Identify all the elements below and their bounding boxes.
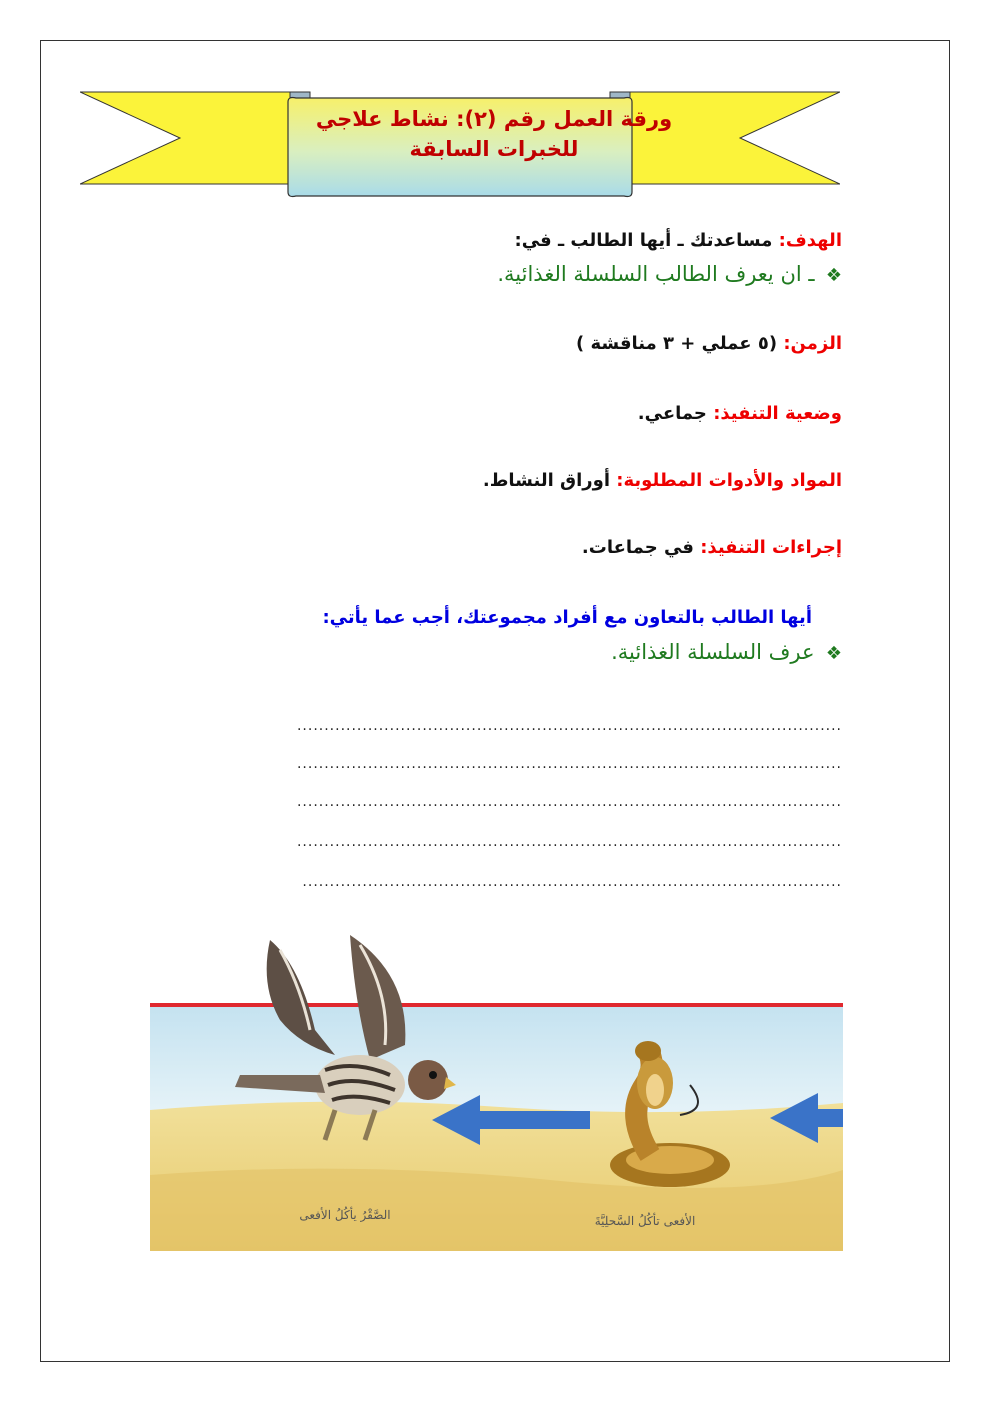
bullet-diamond-icon: ❖ bbox=[825, 643, 842, 664]
goal-text: مساعدتك ـ أيها الطالب ـ في: bbox=[514, 230, 773, 251]
title-line-2: للخبرات السابقة bbox=[409, 137, 579, 161]
title-line-1: ورقة العمل رقم (٢): نشاط علاجي bbox=[315, 107, 673, 131]
materials-row bbox=[483, 470, 842, 491]
answer-line-2[interactable]: .................................................................................................... bbox=[296, 756, 842, 772]
ribbon-tail-left bbox=[80, 92, 290, 184]
hawk-caption: الصَّقْرُ يأكُلُ الأفعى bbox=[299, 1208, 391, 1222]
worksheet-title bbox=[292, 104, 696, 192]
time-text: (٥ عملي + ٣ مناقشة ) bbox=[575, 333, 778, 354]
goal-bullet-row bbox=[497, 262, 842, 286]
question-text: عرف السلسلة الغذائية. bbox=[611, 640, 815, 664]
goal-row bbox=[515, 230, 842, 251]
answer-line-1[interactable]: .................................................................................................... bbox=[296, 718, 842, 734]
sky bbox=[150, 1005, 843, 1115]
bullet-diamond-icon: ❖ bbox=[825, 265, 842, 286]
goal-bullet-text: ـ ان يعرف الطالب السلسلة الغذائية. bbox=[497, 262, 815, 286]
materials-text: أوراق النشاط. bbox=[482, 470, 611, 491]
food-chain-illustration bbox=[150, 935, 843, 1251]
snake-caption: الأفعى تأكُلُ السَّحلِيَّةَ bbox=[594, 1214, 696, 1228]
answer-line-4[interactable]: .................................................................................................... bbox=[296, 834, 842, 850]
instruction-text: أيها الطالب بالتعاون مع أفراد مجموعتك، أجب عما يأتي: bbox=[322, 607, 812, 628]
time-label: الزمن: bbox=[783, 333, 842, 354]
mode-row bbox=[638, 403, 842, 424]
answer-line-3[interactable]: .................................................................................................... bbox=[296, 794, 842, 810]
mode-label: وضعية التنفيذ: bbox=[713, 403, 842, 424]
materials-label: المواد والأدوات المطلوبة: bbox=[616, 470, 842, 491]
answer-line-5[interactable]: ................................................................................................... bbox=[302, 874, 842, 890]
question-row bbox=[611, 640, 842, 664]
procedure-text: في جماعات. bbox=[581, 537, 694, 558]
procedure-row bbox=[582, 537, 842, 558]
time-row bbox=[576, 333, 842, 354]
mode-text: جماعي. bbox=[637, 403, 707, 424]
goal-label: الهدف: bbox=[778, 230, 842, 251]
procedure-label: إجراءات التنفيذ: bbox=[700, 537, 842, 558]
